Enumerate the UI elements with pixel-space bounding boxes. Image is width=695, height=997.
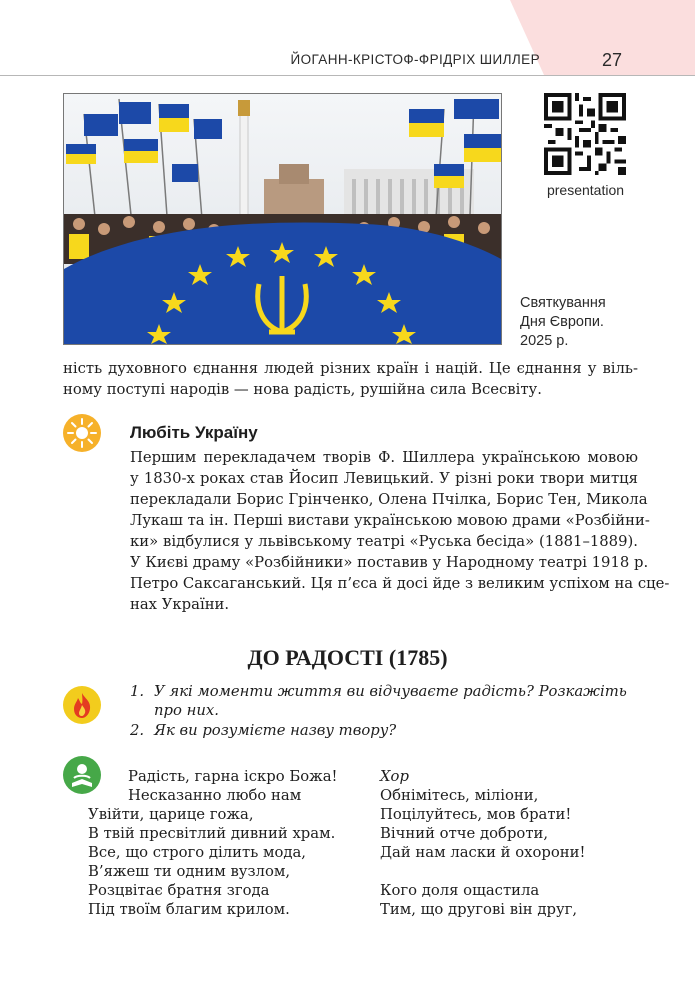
running-header: ЙОГАНН-КРІСТОФ-ФРІДРІХ ШИЛЛЕР: [290, 52, 540, 67]
page-number: 27: [601, 50, 623, 70]
question-list: [130, 682, 640, 741]
photo-caption: Святкування Дня Європи. 2025 р.: [520, 295, 606, 349]
poem-left-stanza: Радість, гарна іскро Божа! Несказанно любо нам Увійти, царице гожа, В твій пресвітлий дивний храм. Все, що строго ділить мода, В’яжеш ти одним вузлом, Розцвітає братня згода Під твоїм благим крилом.: [88, 768, 338, 918]
qr-label: presentation: [546, 182, 625, 198]
note-paragraph: Першим перекладачем творів Ф. Шиллера українською мовою у 1830-х роках став Йосип Левицький. У різні роки твори митця перекладали Борис Грінченко, Олена Пчілка, Борис Тен, Микола Лукаш та ін. Перші вистави українською мовою драми «Розбійни- ки» відбулися у львівському театрі «Руська бесіда» (1881–1889). У Києві драму «Розбійники» поставив у Народному театрі 1918 р. Петро Саксаганський. Ця п’єса й досі йде з великим успіхом на сце- нах України.: [130, 449, 670, 613]
work-title: ДО РАДОСТІ (1785): [247, 645, 448, 670]
question-item: 1. У які моменти життя ви відчуваєте радість? Розкажіть про них.: [130, 683, 627, 719]
qr-code[interactable]: [544, 93, 626, 175]
section-heading: Любіть Україну: [130, 423, 258, 442]
poem-right-stanza: Хор Обнімітесь, міліони, Поцілуйтесь, мов брати! Вічний отче доброти, Дай нам ласки й охорони! Кого доля ощастила Тим, що другові він друг,: [380, 767, 650, 919]
header-rule: [0, 75, 695, 76]
europe-day-photo: [63, 93, 502, 345]
sun-icon: [63, 414, 101, 452]
intro-paragraph: ність духовного єднання людей різних країн і націй. Це єднання у віль- ному поступі народів — нова радість, рушійна сила Всесвіту.: [63, 360, 638, 398]
question-item: 2. Як ви розумієте назву твору?: [130, 722, 397, 739]
chorus-heading: Хор: [380, 768, 409, 785]
fire-icon: [63, 686, 101, 724]
